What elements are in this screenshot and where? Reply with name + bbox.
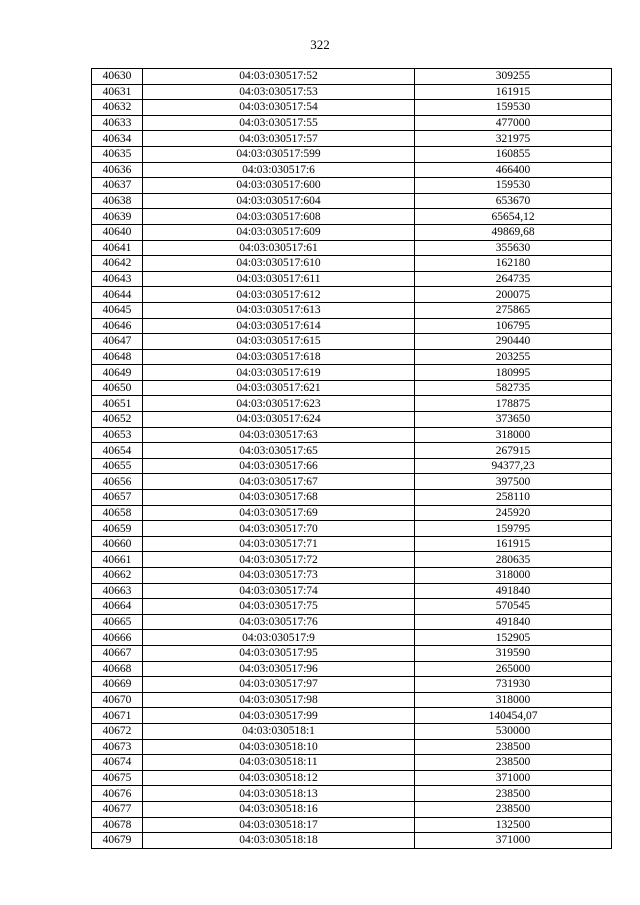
row-number-cell: 40678 (92, 817, 143, 833)
cadastral-number-cell: 04:03:030517:74 (143, 583, 415, 599)
page-number: 322 (310, 37, 330, 52)
cadastral-number-cell: 04:03:030517:76 (143, 614, 415, 630)
cadastral-number-cell: 04:03:030518:11 (143, 755, 415, 771)
cadastral-number-cell: 04:03:030517:65 (143, 443, 415, 459)
value-cell: 94377,23 (415, 458, 612, 474)
table-row (92, 536, 612, 552)
row-number-cell: 40650 (92, 380, 143, 396)
row-number-cell: 40646 (92, 318, 143, 334)
table-row (92, 630, 612, 646)
table-row (92, 100, 612, 116)
value-cell: 160855 (415, 146, 612, 162)
table-row (92, 677, 612, 693)
cadastral-number-cell: 04:03:030517:67 (143, 474, 415, 490)
value-cell: 265000 (415, 661, 612, 677)
table-row (92, 271, 612, 287)
table-row (92, 614, 612, 630)
value-cell: 530000 (415, 723, 612, 739)
value-cell: 318000 (415, 427, 612, 443)
table-row (92, 599, 612, 615)
value-cell: 477000 (415, 115, 612, 131)
cadastral-number-cell: 04:03:030517:96 (143, 661, 415, 677)
row-number-cell: 40636 (92, 162, 143, 178)
row-number-cell: 40664 (92, 599, 143, 615)
row-number-cell: 40648 (92, 349, 143, 365)
table-row (92, 801, 612, 817)
table-row (92, 645, 612, 661)
row-number-cell: 40669 (92, 677, 143, 693)
value-cell: 319590 (415, 645, 612, 661)
table-row (92, 661, 612, 677)
table-row (92, 708, 612, 724)
row-number-cell: 40660 (92, 536, 143, 552)
cadastral-number-cell: 04:03:030517:608 (143, 209, 415, 225)
row-number-cell: 40647 (92, 334, 143, 350)
value-cell: 397500 (415, 474, 612, 490)
row-number-cell: 40640 (92, 224, 143, 240)
table-row (92, 552, 612, 568)
cadastral-number-cell: 04:03:030517:68 (143, 490, 415, 506)
cadastral-number-cell: 04:03:030518:18 (143, 833, 415, 849)
row-number-cell: 40656 (92, 474, 143, 490)
value-cell: 106795 (415, 318, 612, 334)
value-cell: 238500 (415, 801, 612, 817)
value-cell: 570545 (415, 599, 612, 615)
row-number-cell: 40667 (92, 645, 143, 661)
table-row (92, 458, 612, 474)
row-number-cell: 40677 (92, 801, 143, 817)
cadastral-number-cell: 04:03:030517:611 (143, 271, 415, 287)
value-cell: 264735 (415, 271, 612, 287)
row-number-cell: 40672 (92, 723, 143, 739)
cadastral-number-cell: 04:03:030517:71 (143, 536, 415, 552)
cadastral-number-cell: 04:03:030518:1 (143, 723, 415, 739)
cadastral-number-cell: 04:03:030517:61 (143, 240, 415, 256)
row-number-cell: 40657 (92, 490, 143, 506)
value-cell: 491840 (415, 583, 612, 599)
cadastral-number-cell: 04:03:030518:13 (143, 786, 415, 802)
value-cell: 65654,12 (415, 209, 612, 225)
row-number-cell: 40643 (92, 271, 143, 287)
row-number-cell: 40632 (92, 100, 143, 116)
table-row (92, 115, 612, 131)
table-row (92, 146, 612, 162)
table-row (92, 755, 612, 771)
table-row (92, 224, 612, 240)
value-cell: 731930 (415, 677, 612, 693)
row-number-cell: 40652 (92, 412, 143, 428)
cadastral-number-cell: 04:03:030517:99 (143, 708, 415, 724)
row-number-cell: 40637 (92, 178, 143, 194)
row-number-cell: 40653 (92, 427, 143, 443)
row-number-cell: 40666 (92, 630, 143, 646)
value-cell: 178875 (415, 396, 612, 412)
value-cell: 245920 (415, 505, 612, 521)
value-cell: 258110 (415, 490, 612, 506)
table-row (92, 723, 612, 739)
cadastral-number-cell: 04:03:030517:57 (143, 131, 415, 147)
row-number-cell: 40665 (92, 614, 143, 630)
cadastral-number-cell: 04:03:030518:17 (143, 817, 415, 833)
table-row (92, 365, 612, 381)
value-cell: 275865 (415, 302, 612, 318)
table-row (92, 412, 612, 428)
value-cell: 152905 (415, 630, 612, 646)
table-row (92, 380, 612, 396)
cadastral-number-cell: 04:03:030518:10 (143, 739, 415, 755)
cadastral-number-cell: 04:03:030517:612 (143, 287, 415, 303)
table-row (92, 84, 612, 100)
value-cell: 653670 (415, 193, 612, 209)
table-row (92, 396, 612, 412)
cadastral-number-cell: 04:03:030517:624 (143, 412, 415, 428)
row-number-cell: 40655 (92, 458, 143, 474)
value-cell: 132500 (415, 817, 612, 833)
table-row (92, 786, 612, 802)
value-cell: 161915 (415, 536, 612, 552)
row-number-cell: 40654 (92, 443, 143, 459)
value-cell: 203255 (415, 349, 612, 365)
row-number-cell: 40642 (92, 256, 143, 272)
value-cell: 321975 (415, 131, 612, 147)
row-number-cell: 40668 (92, 661, 143, 677)
table-row (92, 209, 612, 225)
table-row (92, 178, 612, 194)
table-row (92, 349, 612, 365)
table-row (92, 770, 612, 786)
cadastral-number-cell: 04:03:030517:72 (143, 552, 415, 568)
table-row (92, 334, 612, 350)
row-number-cell: 40673 (92, 739, 143, 755)
cadastral-number-cell: 04:03:030517:69 (143, 505, 415, 521)
row-number-cell: 40644 (92, 287, 143, 303)
cadastral-number-cell: 04:03:030517:97 (143, 677, 415, 693)
row-number-cell: 40631 (92, 84, 143, 100)
cadastral-number-cell: 04:03:030517:63 (143, 427, 415, 443)
cadastral-number-cell: 04:03:030517:55 (143, 115, 415, 131)
cadastral-number-cell: 04:03:030517:66 (143, 458, 415, 474)
table-row (92, 521, 612, 537)
table-row (92, 318, 612, 334)
cadastral-number-cell: 04:03:030517:618 (143, 349, 415, 365)
cadastral-number-cell: 04:03:030517:623 (143, 396, 415, 412)
cadastral-number-cell: 04:03:030517:95 (143, 645, 415, 661)
value-cell: 466400 (415, 162, 612, 178)
value-cell: 238500 (415, 786, 612, 802)
value-cell: 238500 (415, 755, 612, 771)
value-cell: 180995 (415, 365, 612, 381)
table-row (92, 568, 612, 584)
value-cell: 309255 (415, 69, 612, 85)
table-row (92, 131, 612, 147)
cadastral-number-cell: 04:03:030518:12 (143, 770, 415, 786)
table-row (92, 193, 612, 209)
value-cell: 491840 (415, 614, 612, 630)
table-row (92, 583, 612, 599)
table-row (92, 739, 612, 755)
row-number-cell: 40671 (92, 708, 143, 724)
row-number-cell: 40638 (92, 193, 143, 209)
row-number-cell: 40661 (92, 552, 143, 568)
table-row (92, 692, 612, 708)
value-cell: 318000 (415, 692, 612, 708)
row-number-cell: 40674 (92, 755, 143, 771)
row-number-cell: 40659 (92, 521, 143, 537)
value-cell: 373650 (415, 412, 612, 428)
table-row (92, 69, 612, 85)
row-number-cell: 40641 (92, 240, 143, 256)
cadastral-number-cell: 04:03:030517:615 (143, 334, 415, 350)
row-number-cell: 40649 (92, 365, 143, 381)
value-cell: 238500 (415, 739, 612, 755)
value-cell: 159530 (415, 100, 612, 116)
cadastral-number-cell: 04:03:030517:70 (143, 521, 415, 537)
row-number-cell: 40635 (92, 146, 143, 162)
value-cell: 267915 (415, 443, 612, 459)
cadastral-value-table (91, 68, 612, 849)
cadastral-number-cell: 04:03:030517:98 (143, 692, 415, 708)
row-number-cell: 40645 (92, 302, 143, 318)
value-cell: 371000 (415, 833, 612, 849)
row-number-cell: 40634 (92, 131, 143, 147)
value-cell: 159530 (415, 178, 612, 194)
table-row (92, 162, 612, 178)
row-number-cell: 40658 (92, 505, 143, 521)
cadastral-number-cell: 04:03:030517:610 (143, 256, 415, 272)
row-number-cell: 40675 (92, 770, 143, 786)
table-body (92, 69, 612, 849)
cadastral-number-cell: 04:03:030517:54 (143, 100, 415, 116)
cadastral-number-cell: 04:03:030517:75 (143, 599, 415, 615)
table-row (92, 490, 612, 506)
cadastral-number-cell: 04:03:030517:600 (143, 178, 415, 194)
value-cell: 159795 (415, 521, 612, 537)
cadastral-number-cell: 04:03:030517:621 (143, 380, 415, 396)
cadastral-number-cell: 04:03:030517:52 (143, 69, 415, 85)
row-number-cell: 40633 (92, 115, 143, 131)
table-row (92, 817, 612, 833)
value-cell: 280635 (415, 552, 612, 568)
cadastral-number-cell: 04:03:030517:614 (143, 318, 415, 334)
cadastral-number-cell: 04:03:030517:599 (143, 146, 415, 162)
row-number-cell: 40676 (92, 786, 143, 802)
cadastral-number-cell: 04:03:030517:609 (143, 224, 415, 240)
cadastral-number-cell: 04:03:030517:6 (143, 162, 415, 178)
row-number-cell: 40670 (92, 692, 143, 708)
row-number-cell: 40679 (92, 833, 143, 849)
table-row (92, 240, 612, 256)
cadastral-number-cell: 04:03:030517:619 (143, 365, 415, 381)
cadastral-number-cell: 04:03:030518:16 (143, 801, 415, 817)
table-row (92, 474, 612, 490)
value-cell: 290440 (415, 334, 612, 350)
table-row (92, 505, 612, 521)
table-row (92, 287, 612, 303)
value-cell: 355630 (415, 240, 612, 256)
row-number-cell: 40663 (92, 583, 143, 599)
cadastral-number-cell: 04:03:030517:53 (143, 84, 415, 100)
table-row (92, 256, 612, 272)
table-row (92, 427, 612, 443)
row-number-cell: 40651 (92, 396, 143, 412)
value-cell: 162180 (415, 256, 612, 272)
cadastral-number-cell: 04:03:030517:604 (143, 193, 415, 209)
cadastral-number-cell: 04:03:030517:73 (143, 568, 415, 584)
table-row (92, 443, 612, 459)
cadastral-number-cell: 04:03:030517:613 (143, 302, 415, 318)
table-row (92, 302, 612, 318)
table-row (92, 833, 612, 849)
value-cell: 200075 (415, 287, 612, 303)
value-cell: 582735 (415, 380, 612, 396)
value-cell: 49869,68 (415, 224, 612, 240)
row-number-cell: 40639 (92, 209, 143, 225)
row-number-cell: 40630 (92, 69, 143, 85)
value-cell: 318000 (415, 568, 612, 584)
value-cell: 161915 (415, 84, 612, 100)
value-cell: 371000 (415, 770, 612, 786)
value-cell: 140454,07 (415, 708, 612, 724)
cadastral-number-cell: 04:03:030517:9 (143, 630, 415, 646)
row-number-cell: 40662 (92, 568, 143, 584)
